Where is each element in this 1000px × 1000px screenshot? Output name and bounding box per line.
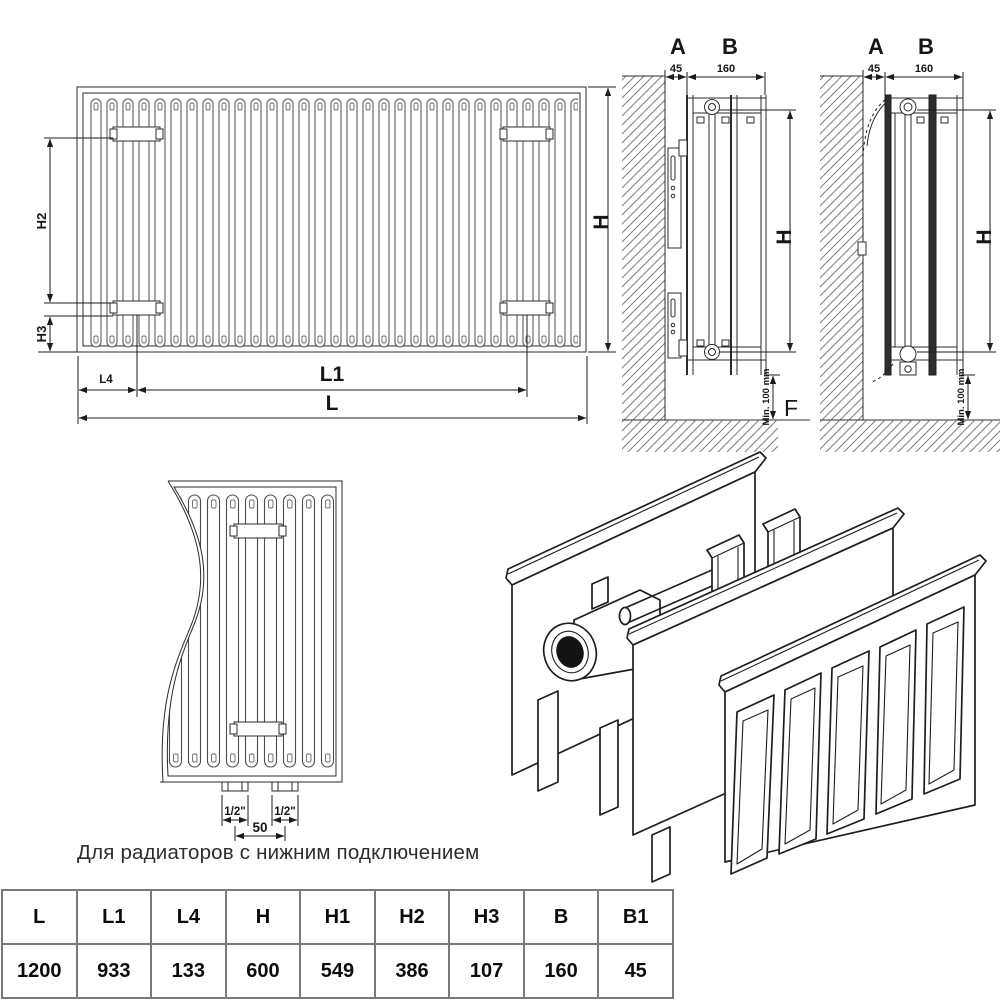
table-header-cell: B: [524, 890, 599, 944]
dim-label-h3: H3: [34, 325, 49, 343]
radiator-side-body: [687, 95, 766, 375]
label-b-right: B: [918, 34, 934, 59]
bottom-connection-caption: Для радиаторов с нижним подключением: [77, 841, 480, 864]
dim-label-l1: L1: [319, 363, 345, 386]
table-value-cell: 1200: [2, 944, 77, 998]
dim-label-50: 50: [252, 820, 268, 835]
table-value-cell: 549: [300, 944, 375, 998]
table-value-cell: 933: [77, 944, 152, 998]
radiator-side-body-right: [885, 95, 963, 375]
table-value-cell: 107: [449, 944, 524, 998]
dim-label-h2: H2: [34, 212, 49, 230]
bottom-connection-pipes: [222, 782, 298, 791]
label-a-right: A: [868, 34, 884, 59]
label-f: F: [783, 395, 799, 421]
floor-hatch: [622, 420, 778, 452]
dim-label-l4: L4: [99, 374, 113, 386]
table-value-cell: 133: [151, 944, 226, 998]
isometric-section-view: [506, 452, 986, 882]
label-b-left: B: [722, 34, 738, 59]
dim-label-l: L: [325, 392, 339, 415]
side-view-left: [622, 34, 810, 452]
dimensions-table: [1, 889, 674, 999]
table-header-row: [2, 890, 673, 944]
front-view-drawing: [34, 87, 616, 424]
table-header-cell: L4: [151, 890, 226, 944]
dim-label-min100-right: Min. 100 mm: [956, 368, 967, 426]
dim-label-h-side-right: H: [973, 229, 996, 245]
dim-label-160-right: 160: [914, 63, 934, 75]
dim-label-45-right: 45: [867, 63, 881, 75]
table-header-cell: H3: [449, 890, 524, 944]
table-header-cell: H: [226, 890, 301, 944]
wall-hatch-right: [820, 76, 863, 420]
table-header-cell: L1: [77, 890, 152, 944]
table-value-cell: 45: [598, 944, 673, 998]
table-header-cell: H1: [300, 890, 375, 944]
dim-label-h-front: H: [590, 214, 613, 230]
wall-bracket-lower: [668, 293, 687, 358]
table-value-cell: 386: [375, 944, 450, 998]
table-header-cell: L: [2, 890, 77, 944]
wall-hatch: [622, 76, 665, 420]
table-value-cell: 160: [524, 944, 599, 998]
label-a-left: A: [670, 34, 686, 59]
table-header-cell: H2: [375, 890, 450, 944]
bottom-connection-view: [160, 481, 342, 841]
dim-label-45-left: 45: [669, 63, 683, 75]
table-value-cell: 600: [226, 944, 301, 998]
dim-label-half-inch-left: 1/2": [224, 806, 246, 818]
dim-label-160-left: 160: [716, 63, 736, 75]
dim-label-half-inch-right: 1/2": [274, 806, 296, 818]
dim-label-h-side-left: H: [773, 229, 796, 245]
table-value-row: [2, 944, 673, 998]
table-header-cell: B1: [598, 890, 673, 944]
side-view-right: [820, 34, 1000, 452]
floor-hatch-right: [820, 420, 1000, 452]
dim-label-min100-left: Min. 100 mm: [761, 368, 772, 426]
wall-bracket-upper: [668, 140, 687, 248]
